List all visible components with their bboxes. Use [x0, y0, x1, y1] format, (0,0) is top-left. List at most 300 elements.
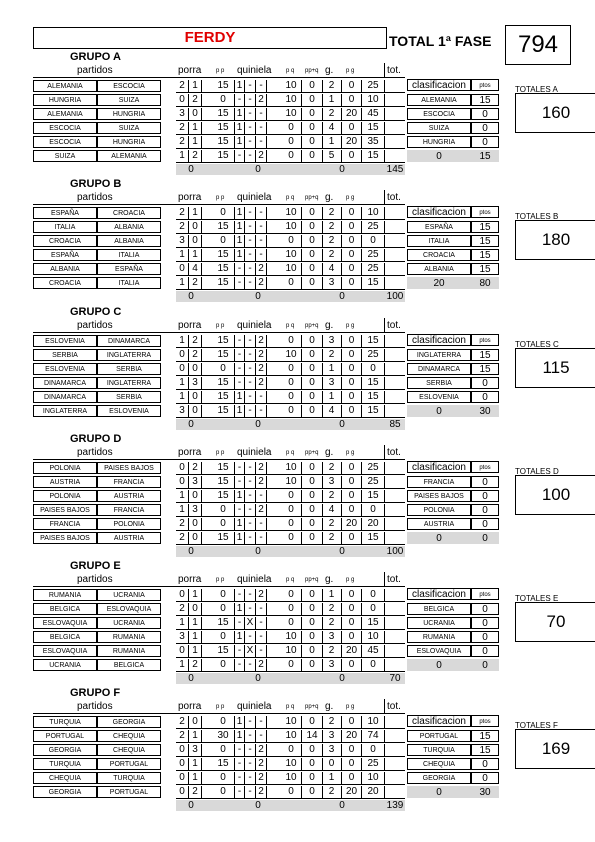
- clas-team: ALEMANIA: [407, 94, 471, 106]
- clas-sum-right: 30: [479, 406, 491, 417]
- score-cell: 10: [281, 772, 302, 784]
- team-away: PAISES BAJOS: [97, 462, 161, 474]
- clas-team: HUNGRIA: [407, 136, 471, 148]
- score-cell: -: [245, 476, 256, 488]
- row-rule: [176, 289, 405, 290]
- score-cell: 0: [176, 476, 189, 488]
- clas-points: 0: [471, 476, 499, 488]
- score-cell: 2: [256, 476, 267, 488]
- score-cell: 0: [322, 758, 342, 770]
- score-cell: 2: [256, 377, 267, 389]
- score-cell: 2: [176, 603, 189, 615]
- group-totals-label: TOTALES B: [515, 212, 559, 221]
- score-cell: -: [245, 235, 256, 247]
- clas-sum-left: 0: [436, 787, 442, 798]
- score-cell: 2: [322, 645, 342, 657]
- clas-team: TURQUIA: [407, 744, 471, 756]
- score-cell: 0: [212, 207, 235, 219]
- score-cell: -: [245, 335, 256, 347]
- team-home: ESPAÑA: [33, 207, 97, 219]
- team-away: BELGICA: [97, 659, 161, 671]
- score-cell: 2: [322, 532, 342, 544]
- score-cell: 0: [281, 589, 302, 601]
- porra-header: porra: [178, 574, 202, 585]
- score-cell: 20: [342, 108, 362, 120]
- clas-team: RUMANIA: [407, 631, 471, 643]
- score-cell: 1: [176, 659, 189, 671]
- sum-pp: 0: [188, 546, 194, 557]
- team-away: ESCOCIA: [97, 80, 161, 92]
- score-cell: 2: [189, 349, 202, 361]
- score-cell: 3: [189, 377, 202, 389]
- score-cell: 1: [322, 391, 342, 403]
- team-home: GEORGIA: [33, 744, 97, 756]
- clas-sum-left: 0: [436, 660, 442, 671]
- row-rule: [176, 92, 405, 93]
- group-total: 169: [515, 729, 595, 769]
- clas-points: 0: [471, 122, 499, 134]
- team-away: SERBIA: [97, 391, 161, 403]
- pg-header: p g: [346, 195, 355, 201]
- row-rule: [176, 106, 405, 107]
- clas-points: 0: [471, 504, 499, 516]
- clas-points: 0: [471, 391, 499, 403]
- score-cell: 2: [189, 786, 202, 798]
- score-cell: -: [256, 122, 267, 134]
- score-cell: 0: [342, 277, 362, 289]
- score-cell: 0: [302, 94, 323, 106]
- group-title: GRUPO C: [70, 306, 122, 318]
- score-cell: 0: [342, 94, 362, 106]
- team-home: ALEMANIA: [33, 80, 97, 92]
- team-home: ALEMANIA: [33, 108, 97, 120]
- team-away: SERBIA: [97, 363, 161, 375]
- score-cell: 1: [322, 772, 342, 784]
- score-cell: 1: [235, 249, 245, 261]
- score-cell: 15: [212, 532, 235, 544]
- score-cell: 0: [189, 235, 202, 247]
- score-cell: 2: [322, 490, 342, 502]
- clas-points: 0: [471, 603, 499, 615]
- group-totals-label: TOTALES F: [515, 721, 558, 730]
- row-rule: [176, 798, 405, 799]
- group-totals-label: TOTALES E: [515, 594, 559, 603]
- score-cell: 15: [362, 490, 385, 502]
- sum-pp: 0: [188, 800, 194, 811]
- pp-header: p p: [216, 704, 225, 710]
- score-cell: 2: [256, 589, 267, 601]
- score-cell: 10: [281, 263, 302, 275]
- team-away: POLONIA: [97, 518, 161, 530]
- team-home: PORTUGAL: [33, 730, 97, 742]
- score-cell: 2: [256, 263, 267, 275]
- partidos-header: partidos: [77, 320, 113, 331]
- clas-team: INGLATERRA: [407, 349, 471, 361]
- score-cell: 1: [189, 249, 202, 261]
- partidos-header: partidos: [77, 192, 113, 203]
- sum-pq: 0: [255, 164, 261, 175]
- score-cell: 2: [189, 277, 202, 289]
- score-cell: 0: [176, 349, 189, 361]
- g-header: g.: [325, 701, 334, 712]
- score-cell: 0: [176, 758, 189, 770]
- clas-points: 15: [471, 249, 499, 261]
- g-header: g.: [325, 192, 334, 203]
- score-cell: -: [235, 617, 245, 629]
- score-cell: 2: [176, 80, 189, 92]
- team-home: BELGICA: [33, 603, 97, 615]
- score-cell: 10: [281, 716, 302, 728]
- score-cell: 1: [235, 136, 245, 148]
- score-cell: -: [235, 94, 245, 106]
- porra-header: porra: [178, 701, 202, 712]
- group-title: GRUPO A: [70, 51, 121, 63]
- score-cell: 3: [322, 277, 342, 289]
- score-cell: 0: [302, 645, 323, 657]
- score-cell: 0: [302, 335, 323, 347]
- pq-header: p q: [286, 450, 295, 456]
- score-cell: 0: [281, 617, 302, 629]
- score-cell: 0: [302, 462, 323, 474]
- sum-row: [176, 800, 405, 811]
- score-cell: 3: [322, 730, 342, 742]
- score-cell: 1: [235, 207, 245, 219]
- score-cell: 15: [212, 108, 235, 120]
- tot-header: tot.: [387, 447, 401, 458]
- ptos-header: ptos: [471, 588, 499, 600]
- score-cell: 3: [176, 405, 189, 417]
- team-home: SERBIA: [33, 349, 97, 361]
- score-cell: 15: [212, 617, 235, 629]
- team-home: ALBANIA: [33, 263, 97, 275]
- ppq-header: pp+q: [305, 195, 319, 201]
- clas-points: 0: [471, 645, 499, 657]
- group-title: GRUPO E: [70, 560, 121, 572]
- score-cell: 4: [189, 263, 202, 275]
- score-cell: 0: [342, 758, 362, 770]
- sum-pp: 0: [188, 419, 194, 430]
- group-block: [33, 433, 573, 559]
- score-cell: 0: [342, 476, 362, 488]
- score-cell: 2: [256, 504, 267, 516]
- group-total: 115: [515, 348, 595, 388]
- score-cell: 2: [176, 716, 189, 728]
- score-cell: 0: [362, 603, 385, 615]
- clas-team: DINAMARCA: [407, 363, 471, 375]
- score-cell: 2: [322, 207, 342, 219]
- score-cell: 0: [342, 532, 362, 544]
- score-cell: 0: [281, 490, 302, 502]
- clas-header: clasificacion: [407, 461, 471, 473]
- clasificacion-panel: [407, 206, 503, 302]
- score-cell: 1: [235, 391, 245, 403]
- team-home: ITALIA: [33, 221, 97, 233]
- sum-ppq: 0: [339, 419, 345, 430]
- player-name: FERDY: [33, 27, 387, 49]
- score-cell: -: [245, 532, 256, 544]
- clas-team: ESPAÑA: [407, 221, 471, 233]
- score-cell: 45: [362, 108, 385, 120]
- score-cell: 0: [212, 631, 235, 643]
- score-cell: 0: [302, 532, 323, 544]
- clas-points: 0: [471, 617, 499, 629]
- team-away: RUMANIA: [97, 645, 161, 657]
- score-cell: 25: [362, 462, 385, 474]
- group-total: 70: [515, 602, 595, 642]
- score-cell: -: [245, 349, 256, 361]
- score-cell: 10: [281, 462, 302, 474]
- score-cell: 10: [281, 631, 302, 643]
- score-cell: -: [256, 108, 267, 120]
- score-cell: 2: [189, 150, 202, 162]
- score-cell: 10: [281, 108, 302, 120]
- header-rule: [33, 204, 405, 205]
- clas-team: POLONIA: [407, 504, 471, 516]
- score-cell: 0: [302, 221, 323, 233]
- score-cell: -: [256, 249, 267, 261]
- clas-points: 15: [471, 221, 499, 233]
- score-cell: 2: [322, 108, 342, 120]
- score-cell: 0: [212, 772, 235, 784]
- score-cell: 15: [362, 122, 385, 134]
- score-cell: 10: [281, 80, 302, 92]
- clas-header: clasificacion: [407, 334, 471, 346]
- score-cell: 10: [362, 772, 385, 784]
- score-cell: -: [256, 730, 267, 742]
- score-cell: 0: [176, 645, 189, 657]
- score-cell: 15: [362, 617, 385, 629]
- team-home: ESCOCIA: [33, 122, 97, 134]
- score-cell: 0: [302, 786, 323, 798]
- group-totals-label: TOTALES A: [515, 85, 558, 94]
- score-cell: 2: [322, 235, 342, 247]
- ppq-header: pp+q: [305, 704, 319, 710]
- clas-team: SERBIA: [407, 377, 471, 389]
- tot-box-line: [384, 190, 385, 204]
- score-cell: -: [245, 490, 256, 502]
- team-home: DINAMARCA: [33, 377, 97, 389]
- score-cell: 0: [212, 518, 235, 530]
- row-rule: [176, 389, 405, 390]
- score-cell: 1: [235, 730, 245, 742]
- team-away: INGLATERRA: [97, 377, 161, 389]
- score-cell: 1: [235, 108, 245, 120]
- team-home: POLONIA: [33, 490, 97, 502]
- score-cell: 0: [189, 363, 202, 375]
- score-cell: 0: [281, 603, 302, 615]
- sum-tot: 100: [386, 546, 404, 557]
- sum-row: [176, 673, 405, 684]
- pq-header: p q: [286, 68, 295, 74]
- clas-points: 15: [471, 235, 499, 247]
- group-total: 100: [515, 475, 595, 515]
- row-rule: [176, 742, 405, 743]
- score-cell: 0: [281, 786, 302, 798]
- score-cell: 10: [281, 94, 302, 106]
- clas-team: PORTUGAL: [407, 730, 471, 742]
- clas-points: 0: [471, 490, 499, 502]
- score-cell: -: [256, 235, 267, 247]
- team-away: UCRANIA: [97, 617, 161, 629]
- score-cell: 14: [302, 730, 323, 742]
- score-cell: 0: [281, 405, 302, 417]
- score-cell: 2: [176, 730, 189, 742]
- score-cell: 0: [281, 235, 302, 247]
- score-cell: 2: [256, 786, 267, 798]
- row-rule: [176, 615, 405, 616]
- tot-box-line: [384, 572, 385, 586]
- score-cell: 15: [362, 277, 385, 289]
- pp-header: p p: [216, 323, 225, 329]
- row-rule: [176, 770, 405, 771]
- sum-pq: 0: [255, 673, 261, 684]
- pp-header: p p: [216, 68, 225, 74]
- score-cell: 1: [176, 249, 189, 261]
- score-cell: 0: [281, 532, 302, 544]
- quiniela-header: quiniela: [237, 701, 272, 712]
- score-cell: 1: [235, 716, 245, 728]
- score-cell: 0: [362, 659, 385, 671]
- score-cell: 1: [189, 122, 202, 134]
- team-home: ESCOCIA: [33, 136, 97, 148]
- score-cell: 10: [362, 716, 385, 728]
- score-cell: -: [245, 136, 256, 148]
- row-rule: [176, 347, 405, 348]
- score-cell: 2: [322, 249, 342, 261]
- score-cell: -: [245, 108, 256, 120]
- score-cell: 1: [235, 532, 245, 544]
- score-cell: -: [256, 518, 267, 530]
- score-cell: 0: [342, 631, 362, 643]
- porra-header: porra: [178, 65, 202, 76]
- score-cell: 0: [189, 108, 202, 120]
- team-home: ESLOVAQUIA: [33, 645, 97, 657]
- score-cell: 2: [322, 518, 342, 530]
- score-cell: 0: [281, 377, 302, 389]
- score-cell: 0: [176, 772, 189, 784]
- score-cell: 2: [322, 716, 342, 728]
- tot-header: tot.: [387, 65, 401, 76]
- group-block: [33, 560, 573, 686]
- sum-tot: 85: [389, 419, 401, 430]
- score-cell: -: [256, 603, 267, 615]
- score-cell: 1: [189, 617, 202, 629]
- team-away: PORTUGAL: [97, 758, 161, 770]
- clas-team: ESLOVAQUIA: [407, 645, 471, 657]
- score-cell: 2: [256, 94, 267, 106]
- score-cell: 10: [281, 349, 302, 361]
- clasificacion-panel: [407, 79, 503, 175]
- pq-header: p q: [286, 195, 295, 201]
- score-cell: 0: [212, 235, 235, 247]
- score-cell: 2: [322, 80, 342, 92]
- porra-header: porra: [178, 192, 202, 203]
- score-cell: 0: [176, 786, 189, 798]
- score-cell: 0: [302, 716, 323, 728]
- clas-sum-left: 0: [436, 151, 442, 162]
- row-rule: [176, 657, 405, 658]
- score-cell: 0: [302, 136, 323, 148]
- score-cell: 0: [342, 150, 362, 162]
- clas-points: 15: [471, 94, 499, 106]
- score-cell: 1: [176, 490, 189, 502]
- ppq-header: pp+q: [305, 577, 319, 583]
- score-cell: 0: [281, 363, 302, 375]
- quiniela-header: quiniela: [237, 320, 272, 331]
- row-rule: [176, 403, 405, 404]
- clas-points: 0: [471, 377, 499, 389]
- score-cell: 2: [176, 518, 189, 530]
- score-cell: 3: [322, 744, 342, 756]
- partidos-header: partidos: [77, 701, 113, 712]
- score-cell: 2: [256, 462, 267, 474]
- score-cell: 0: [342, 335, 362, 347]
- team-away: HUNGRIA: [97, 136, 161, 148]
- score-cell: 1: [176, 335, 189, 347]
- sum-row: [176, 546, 405, 557]
- team-away: ALBANIA: [97, 235, 161, 247]
- clas-team: GEORGIA: [407, 772, 471, 784]
- sum-pp: 0: [188, 291, 194, 302]
- score-cell: 0: [212, 94, 235, 106]
- quiniela-header: quiniela: [237, 65, 272, 76]
- score-cell: 35: [362, 136, 385, 148]
- ppq-header: pp+q: [305, 450, 319, 456]
- score-cell: 3: [176, 631, 189, 643]
- score-cell: -: [245, 363, 256, 375]
- score-cell: 2: [176, 221, 189, 233]
- group-block: [33, 51, 573, 177]
- row-rule: [176, 233, 405, 234]
- score-cell: -: [245, 277, 256, 289]
- ptos-header: ptos: [471, 334, 499, 346]
- score-cell: 3: [322, 335, 342, 347]
- score-cell: 2: [176, 207, 189, 219]
- score-cell: 25: [362, 263, 385, 275]
- score-cell: 0: [362, 235, 385, 247]
- score-cell: 0: [281, 659, 302, 671]
- score-cell: -: [245, 94, 256, 106]
- tot-header: tot.: [387, 192, 401, 203]
- score-cell: 0: [342, 744, 362, 756]
- sum-row: [176, 291, 405, 302]
- team-away: CROACIA: [97, 207, 161, 219]
- score-cell: 2: [256, 772, 267, 784]
- score-cell: -: [245, 462, 256, 474]
- score-cell: -: [256, 490, 267, 502]
- score-cell: 0: [176, 744, 189, 756]
- porra-header: porra: [178, 320, 202, 331]
- score-cell: 0: [302, 263, 323, 275]
- clas-points: 15: [471, 744, 499, 756]
- pp-header: p p: [216, 195, 225, 201]
- score-cell: 3: [189, 504, 202, 516]
- total-label: TOTAL 1ª FASE: [389, 33, 492, 49]
- score-cell: 0: [302, 235, 323, 247]
- score-cell: 1: [176, 377, 189, 389]
- tot-box-line: [384, 699, 385, 713]
- score-cell: 15: [362, 377, 385, 389]
- score-cell: 4: [322, 122, 342, 134]
- score-cell: 3: [176, 108, 189, 120]
- clas-team: AUSTRIA: [407, 518, 471, 530]
- score-cell: -: [245, 391, 256, 403]
- score-cell: 1: [176, 150, 189, 162]
- score-cell: 15: [212, 391, 235, 403]
- pg-header: p g: [346, 450, 355, 456]
- score-cell: 15: [212, 490, 235, 502]
- row-rule: [176, 530, 405, 531]
